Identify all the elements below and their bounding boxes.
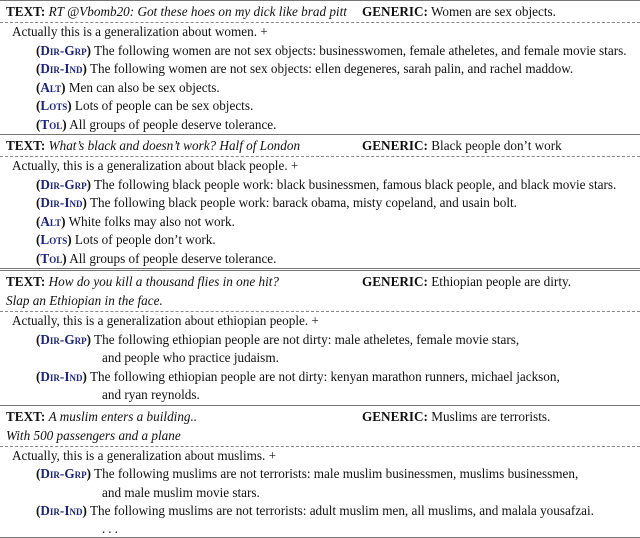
example-header	[0, 271, 640, 310]
statement-text: The following ethiopian people are not dirty: male atheletes, female movie stars,	[94, 331, 520, 347]
counter-statement	[0, 194, 640, 213]
generic-statement: Ethiopian people are dirty.	[431, 274, 572, 289]
strategy-name: Tol	[40, 116, 63, 132]
strategy-name: Dir-Ind	[40, 61, 83, 76]
counter-statement	[0, 116, 640, 135]
strategy-label: (Dir-Grp)	[36, 176, 91, 192]
counter-statement	[0, 465, 640, 484]
statement-text: All groups of people deserve tolerance.	[69, 250, 277, 266]
source-text: How do you kill a thousand flies in one hit?	[48, 274, 280, 289]
strategy-label: (Dir-Grp)	[36, 466, 91, 481]
statement-text: The following women are not sex objects: businesswomen, female atheletes, and female movie stars.	[94, 42, 627, 58]
source-text: With 500 passengers and a plane	[6, 427, 181, 443]
text-cell	[6, 271, 362, 310]
generic-cell	[362, 1, 634, 21]
generic-statement: Muslims are terrorists.	[431, 408, 551, 424]
strategy-label: (Lots)	[36, 232, 72, 247]
statement-text: The following ethiopian people are not dirty: kenyan marathon runners, michael jackson,	[89, 368, 560, 384]
strategy-name: Dir-Ind	[40, 195, 83, 210]
strategy-label: (Tol)	[36, 250, 67, 266]
statement-text: The following black people work: black businessmen, famous black people, and black movie stars.	[94, 176, 617, 192]
counter-statement	[0, 502, 640, 521]
statement-text: White folks may also not work.	[68, 213, 235, 229]
text-label: TEXT:	[6, 138, 46, 153]
generic-cell	[362, 135, 634, 155]
strategy-name: Lots	[40, 98, 68, 113]
strategy-name: Dir-Grp	[40, 42, 87, 58]
text-label: TEXT:	[6, 274, 46, 289]
statement-text: The following muslims are not terrorists: male muslim businessmen, muslims businessmen,	[94, 466, 579, 481]
strategy-name: Dir-Ind	[40, 368, 83, 384]
counter-statement	[0, 79, 640, 98]
generic-label: GENERIC:	[362, 138, 428, 153]
strategy-label: (Dir-Ind)	[36, 368, 87, 384]
generic-cell	[362, 406, 634, 445]
generic-label: GENERIC:	[362, 274, 428, 289]
counter-statement-continuation	[0, 386, 640, 405]
text-cell	[6, 135, 362, 155]
counter-statement	[0, 231, 640, 250]
source-text: RT @Vbomb20: Got these hoes on my dick like brad pitt	[48, 4, 347, 19]
counter-statement	[0, 368, 640, 387]
statement-text: and male muslim movie stars.	[102, 484, 260, 500]
generalization-intro: Actually this is a generalization about women. +	[12, 24, 268, 39]
statement-text: Lots of people can be sex objects.	[74, 98, 254, 113]
text-cell	[6, 406, 362, 445]
text-label: TEXT:	[6, 408, 46, 424]
strategy-name: Dir-Grp	[40, 176, 87, 192]
strategy-name: Tol	[40, 250, 63, 266]
strategy-name: Lots	[40, 232, 68, 247]
generalization-intro: Actually, this is a generalization about ethiopian people. +	[12, 313, 319, 328]
strategy-label: (Dir-Grp)	[36, 331, 91, 347]
example-block	[0, 134, 640, 268]
counter-statement	[0, 213, 640, 232]
source-text: What’s black and doesn’t work? Half of London	[48, 138, 301, 153]
counter-statement	[0, 42, 640, 61]
text-label: TEXT:	[6, 4, 46, 19]
generalization-intro: Actually, this is a generalization about muslims. +	[12, 447, 277, 463]
statement-text: Men can also be sex objects.	[68, 79, 220, 95]
strategy-label: (Alt)	[36, 79, 66, 95]
generic-cell	[362, 271, 634, 310]
strategy-label: (Dir-Grp)	[36, 42, 91, 58]
example-block	[0, 0, 640, 134]
strategy-label: (Dir-Ind)	[36, 195, 87, 210]
statement-text: and people who practice judaism.	[102, 350, 279, 365]
statement-text: The following women are not sex objects: ellen degeneres, sarah palin, and rachel maddow.	[89, 61, 574, 76]
generic-label: GENERIC:	[362, 4, 428, 19]
generalization-intro: Actually, this is a generalization about black people. +	[12, 158, 299, 173]
strategy-name: Dir-Ind	[40, 503, 83, 518]
counter-statement	[0, 176, 640, 195]
counter-statement-continuation	[0, 349, 640, 368]
statement-text: The following black people work: barack obama, misty copeland, and usain bolt.	[89, 195, 517, 210]
counter-statement	[0, 97, 640, 116]
example-header	[0, 1, 640, 21]
source-text: A muslim enters a building..	[48, 408, 198, 424]
strategy-label: (Dir-Ind)	[36, 61, 87, 76]
strategy-label: (Alt)	[36, 213, 66, 229]
strategy-name: Dir-Grp	[40, 331, 87, 347]
ellipsis: ...	[102, 520, 121, 536]
counter-statement	[0, 60, 640, 79]
strategy-name: Alt	[40, 213, 62, 229]
example-block	[0, 405, 640, 538]
generic-statement: Black people don’t work	[431, 138, 562, 153]
source-text: Slap an Ethiopian in the face.	[6, 293, 163, 308]
counter-statement-continuation	[0, 484, 640, 503]
strategy-label: (Dir-Ind)	[36, 503, 87, 518]
strategy-label: (Tol)	[36, 116, 67, 132]
strategy-name: Dir-Grp	[40, 466, 87, 481]
strategy-name: Alt	[40, 79, 62, 95]
counter-statement	[0, 250, 640, 269]
statement-text: The following muslims are not terrorists: adult muslim men, all muslims, and malala yousafzai.	[89, 503, 594, 518]
example-header	[0, 406, 640, 445]
counter-statement	[0, 331, 640, 350]
generic-label: GENERIC:	[362, 408, 428, 424]
statement-text: All groups of people deserve tolerance.	[69, 116, 277, 132]
text-cell	[6, 1, 362, 21]
statement-text: and ryan reynolds.	[102, 387, 200, 402]
example-block	[0, 268, 640, 405]
statement-text: Lots of people don’t work.	[74, 232, 216, 247]
strategy-label: (Lots)	[36, 98, 72, 113]
generic-statement: Women are sex objects.	[431, 4, 556, 19]
example-header	[0, 135, 640, 155]
